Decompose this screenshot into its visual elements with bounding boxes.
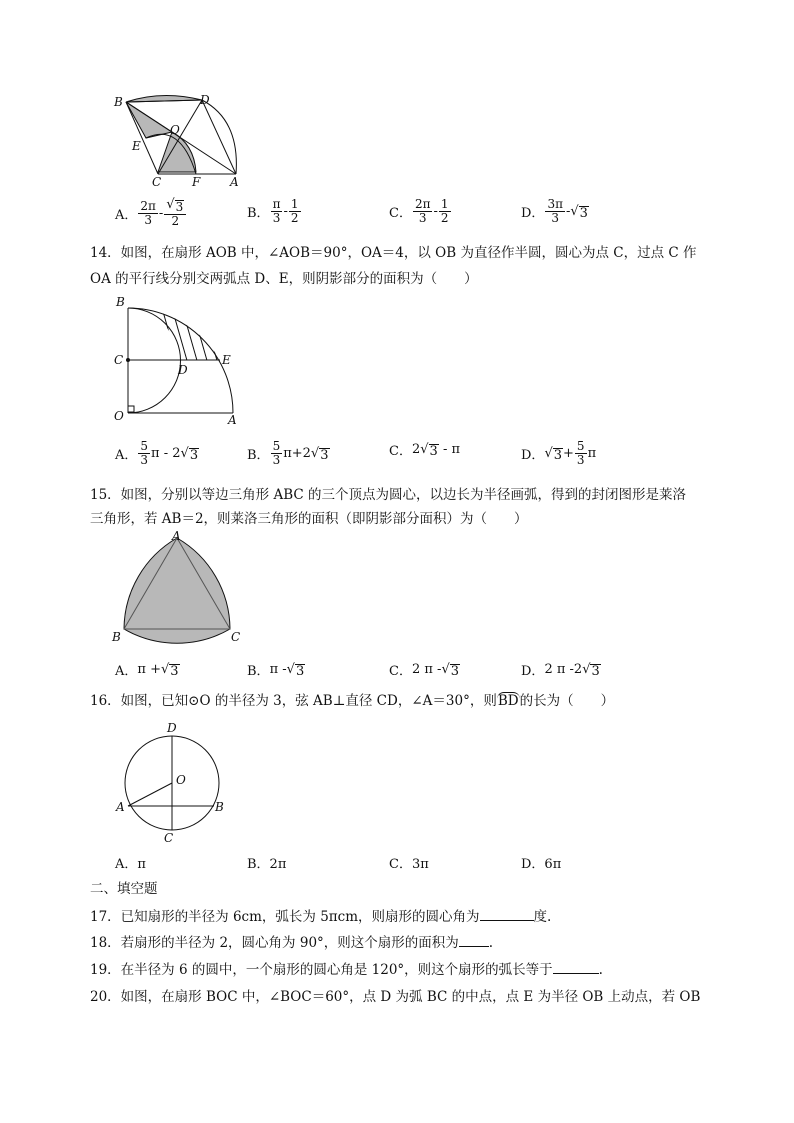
q16-label-C: C <box>164 831 174 845</box>
q14-label-A: A <box>228 413 237 427</box>
q13-label-O: O <box>170 123 180 137</box>
q14-label-E: E <box>222 353 231 367</box>
q17-answer-blank[interactable] <box>480 906 534 921</box>
q15-option-a[interactable]: A． π + √ 3 <box>115 661 179 679</box>
q16-arc-bd: BD <box>497 693 519 709</box>
q15-option-b[interactable]: B． π - √ 3 <box>247 661 305 679</box>
q16-label-O: O <box>176 773 186 787</box>
q14-option-b[interactable]: B． $\frac{5}{3}$ π+2 √ 3 <box>247 439 329 467</box>
q13-option-d[interactable]: D． $\frac{3\pi}{3}$ - √ 3 <box>521 197 588 225</box>
q16-figure <box>112 716 232 848</box>
q13-label-F: F <box>192 175 201 189</box>
q14-option-a[interactable]: A． $\frac{5}{3}$ π - 2 √ 3 <box>115 439 199 467</box>
q19-text: 19．在半径为 6 的圆中，一个扇形的圆心角是 120°，则这个扇形的弧长等于 . <box>90 959 603 981</box>
q15-label-A: A <box>172 530 181 543</box>
q14-option-c[interactable]: C． 2 √ 3 - π <box>389 441 461 459</box>
q15-option-c[interactable]: C． 2 π - √ 3 <box>389 661 460 679</box>
q15-figure <box>110 530 250 648</box>
q16-text: 16．如图，已知⊙O 的半径为 3，弦 AB⊥直径 CD，∠A＝30°，则BD的长为（ ） <box>90 693 615 709</box>
q18-answer-blank[interactable] <box>459 932 489 947</box>
q13-option-a[interactable]: A． $\frac{2\pi}{3}$ - √ 3 2 <box>115 198 187 228</box>
q14-label-O: O <box>114 409 124 423</box>
q16-option-b[interactable]: B．2π <box>247 857 287 872</box>
q13-option-b[interactable]: B． $\frac{\pi}{3}$ - $\frac{1}{2}$ <box>247 197 299 225</box>
q18-text: 18．若扇形的半径为 2，圆心角为 90°，则这个扇形的面积为 . <box>90 932 493 954</box>
q14-option-d[interactable]: D． √ 3 + $\frac{5}{3}$ π <box>521 439 597 467</box>
q20-text: 20．如图，在扇形 BOC 中，∠BOC＝60°，点 D 为弧 BC 的中点，点 E 为半径 OB 上动点，若 OB <box>90 989 701 1005</box>
q13-label-B: B <box>114 95 123 109</box>
q14-label-B: B <box>116 295 125 309</box>
q13-label-C: C <box>152 175 162 189</box>
q14-figure <box>112 294 242 428</box>
q16-label-D: D <box>167 721 177 735</box>
q13-figure <box>110 92 250 190</box>
q15-text-line1: 15．如图，分别以等边三角形 ABC 的三个顶点为圆心，以边长为半径画弧，得到的封闭图形是莱洛 <box>90 487 687 503</box>
q14-label-C: C <box>114 353 124 367</box>
q13-label-A: A <box>230 175 239 189</box>
q17-text: 17．已知扇形的半径为 6cm，弧长为 5πcm，则扇形的圆心角为 度. <box>90 906 551 928</box>
q16-option-c[interactable]: C．3π <box>389 857 429 872</box>
q14-text-line2: OA 的平行线分别交两弧点 D、E，则阴影部分的面积为（ ） <box>90 271 478 287</box>
q14-label-D: D <box>178 363 188 377</box>
q16-option-a[interactable]: A．π <box>115 857 146 872</box>
q16-option-d[interactable]: D．6π <box>521 857 562 872</box>
q13-label-E: E <box>132 139 141 153</box>
q16-label-B: B <box>215 800 224 814</box>
q14-text-line1: 14．如图，在扇形 AOB 中，∠AOB＝90°，OA＝4，以 OB 为直径作半圆，圆心为点 C，过点 C 作 <box>90 245 697 261</box>
section-heading-fill-in: 二、填空题 <box>90 881 158 897</box>
q15-label-C: C <box>231 630 241 644</box>
q16-label-A: A <box>116 800 125 814</box>
q15-text-line2: 三角形，若 AB＝2，则莱洛三角形的面积（即阴影部分面积）为（ ） <box>90 511 528 527</box>
q15-label-B: B <box>112 630 121 644</box>
q15-option-d[interactable]: D． 2 π -2 √ 3 <box>521 661 600 679</box>
q13-label-D: D <box>200 93 210 107</box>
q19-answer-blank[interactable] <box>553 959 599 974</box>
q13-option-c[interactable]: C． $\frac{2\pi}{3}$ - $\frac{1}{2}$ <box>389 197 449 225</box>
